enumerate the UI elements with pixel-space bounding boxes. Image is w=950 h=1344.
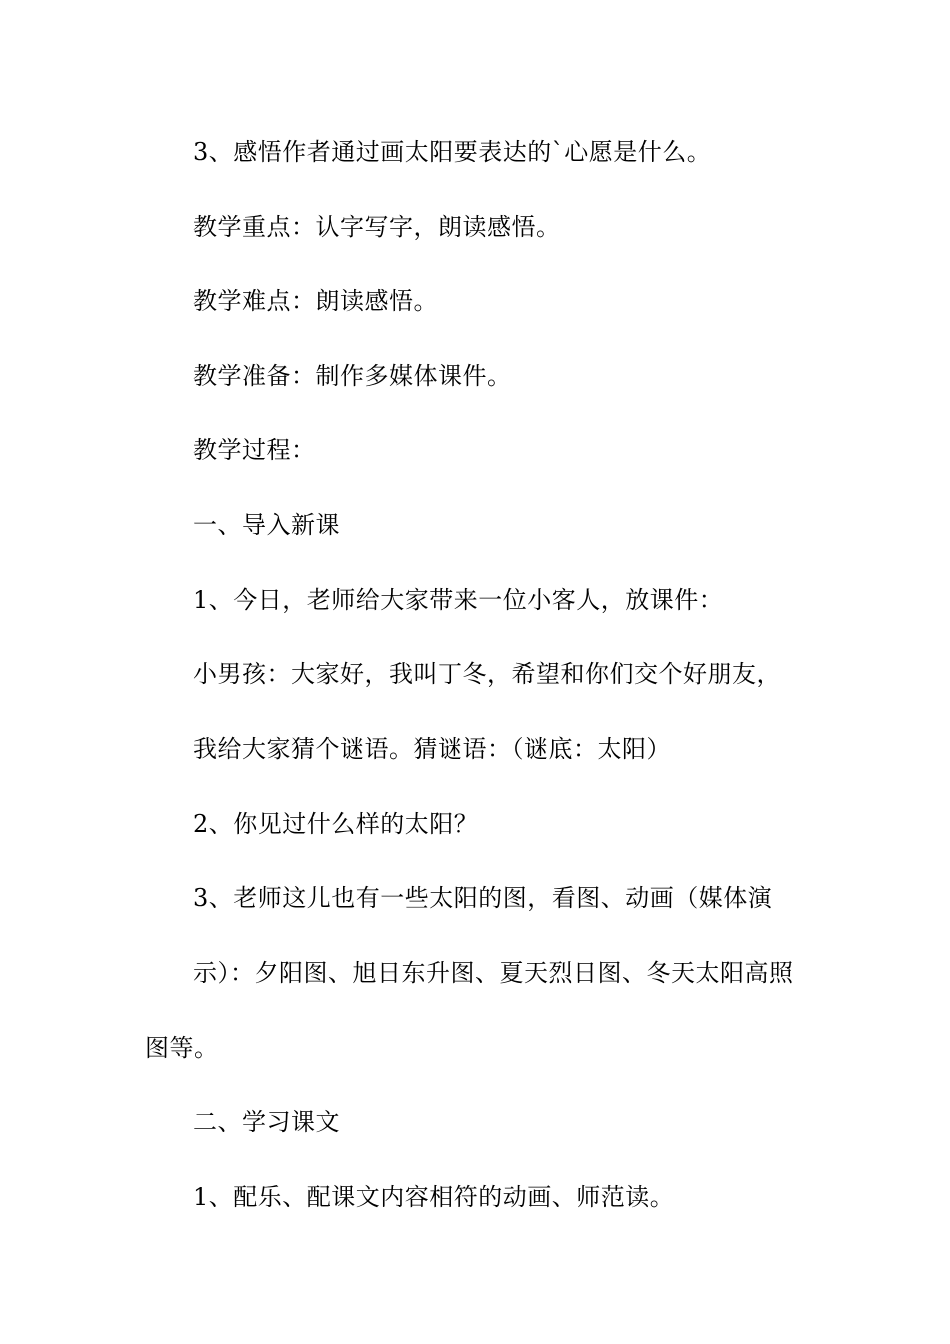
objective-3-line: 3、感悟作者通过画太阳要表达的`心愿是什么。 xyxy=(193,138,712,166)
step-3-end-line: 图等。 xyxy=(145,1034,219,1062)
step-2-line: 2、你见过什么样的太阳？ xyxy=(193,810,479,838)
step-3-continued-line: 示）：夕阳图、旭日东升图、夏天烈日图、冬天太阳高照 xyxy=(193,959,794,987)
process-heading: 教学过程： xyxy=(193,436,316,464)
section-2-heading: 二、学习课文 xyxy=(193,1108,340,1136)
boy-dialogue-line: 小男孩：大家好，我叫丁冬，希望和你们交个好朋友， xyxy=(193,660,781,688)
section-1-heading: 一、导入新课 xyxy=(193,511,340,539)
riddle-line: 我给大家猜个谜语。猜谜语：（谜底：太阳） xyxy=(193,735,671,763)
section-2-step-1-line: 1、配乐、配课文内容相符的动画、师范读。 xyxy=(193,1183,675,1211)
step-3-line: 3、老师这儿也有一些太阳的图，看图、动画（媒体演 xyxy=(193,884,773,912)
difficulties-line: 教学难点：朗读感悟。 xyxy=(193,287,438,315)
key-points-line: 教学重点：认字写字，朗读感悟。 xyxy=(193,213,561,241)
preparation-line: 教学准备：制作多媒体课件。 xyxy=(193,362,512,390)
step-1-line: 1、今日，老师给大家带来一位小客人，放课件： xyxy=(193,586,724,614)
